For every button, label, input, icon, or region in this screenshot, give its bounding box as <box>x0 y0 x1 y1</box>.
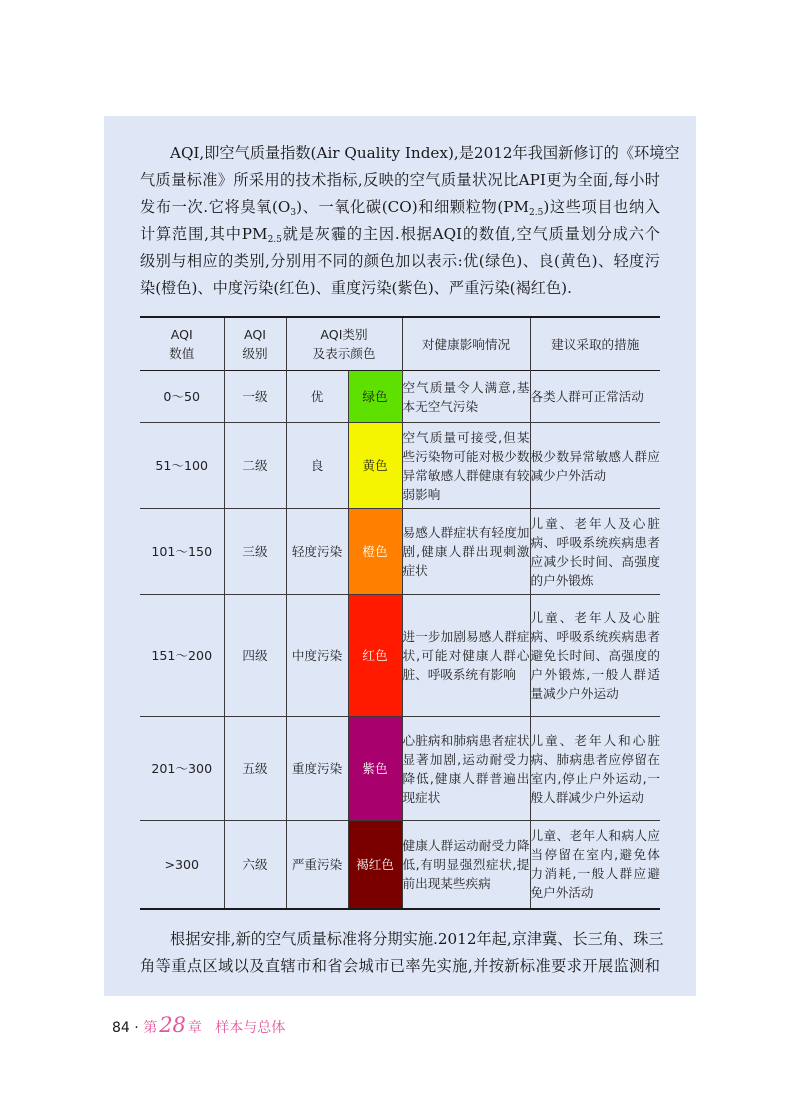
chapter-title: 样本与总体 <box>215 1020 286 1036</box>
health-cell <box>402 423 530 509</box>
advice-text: 儿童、老年人和心脏病、肺病患者应停留在室内,停止户外运动,一般人群减少户外运动 <box>530 732 660 805</box>
advice-text: 各类人群可正常活动 <box>530 389 644 404</box>
header-aqi-value: AQI 数值 <box>140 317 224 371</box>
header-advice: 建议采取的措施 <box>530 317 660 371</box>
aqi-category-cell: 优 <box>286 371 348 423</box>
table-header-row <box>140 317 660 371</box>
advice-text: 儿童、老年人和病人应当停留在室内,避免体力消耗,一般人群应避免户外活动 <box>530 828 660 901</box>
header-aqi-level: AQI 级别 <box>224 317 286 371</box>
page-number: 84 <box>112 1020 130 1036</box>
color-cell: 褐红色 <box>348 821 402 909</box>
health-cell <box>402 509 530 595</box>
advice-cell <box>530 821 660 909</box>
health-text: 空气质量可接受,但某些污染物可能对极少数异常敏感人群健康有较弱影响 <box>402 429 530 502</box>
intro-line: AQI,即空气质量指数(Air Quality Index),是2012年我国新修订的《环境空 <box>170 144 680 162</box>
intro-line: 染(橙色)、中度污染(红色)、重度污染(紫色)、严重污染(褐红色). <box>140 279 572 297</box>
advice-cell <box>530 371 660 423</box>
health-text: 健康人群运动耐受力降低,有明显强烈症状,提前出现某些疾病 <box>402 837 530 891</box>
color-cell: 红色 <box>348 595 402 717</box>
aqi-level-cell: 三级 <box>224 509 286 595</box>
aqi-table <box>140 316 660 910</box>
advice-cell <box>530 595 660 717</box>
header-health: 对健康影响情况 <box>402 317 530 371</box>
table-row <box>140 717 660 821</box>
aqi-level-cell: 六级 <box>224 821 286 909</box>
aqi-level-cell: 五级 <box>224 717 286 821</box>
aqi-level-cell: 二级 <box>224 423 286 509</box>
intro-line: 气质量标准》所采用的技术指标,反映的空气质量状况比API更为全面,每小时 <box>140 171 660 189</box>
advice-cell <box>530 423 660 509</box>
table-row <box>140 509 660 595</box>
advice-text: 儿童、老年人及心脏病、呼吸系统疾病患者避免长时间、高强度的户外锻炼,一般人群适量减少户外运动 <box>530 610 660 701</box>
color-cell: 橙色 <box>348 509 402 595</box>
intro-line: 发布一次.它将臭氧$(O_3)$、一氧化碳(CO)和细颗粒物$(PM_{2.5})$这些项目也纳入 <box>140 198 660 218</box>
aqi-value-cell: 0～50 <box>140 371 224 423</box>
aqi-level-cell: 四级 <box>224 595 286 717</box>
aqi-value-cell: 201～300 <box>140 717 224 821</box>
header-aqi-category: AQI类别 及表示颜色 <box>286 317 402 371</box>
aqi-value-cell: >300 <box>140 821 224 909</box>
aqi-level-cell: 一级 <box>224 371 286 423</box>
aqi-value-cell: 101～150 <box>140 509 224 595</box>
health-text: 空气质量令人满意,基本无空气污染 <box>402 379 530 414</box>
health-text: 易感人群症状有轻度加剧,健康人群出现刺激症状 <box>402 525 530 578</box>
health-cell <box>402 821 530 909</box>
chapter-suffix: 章 <box>187 1020 202 1036</box>
health-text: 心脏病和肺病患者症状显著加剧,运动耐受力降低,健康人群普遍出现症状 <box>402 732 530 805</box>
table-row <box>140 371 660 423</box>
health-cell <box>402 595 530 717</box>
advice-cell <box>530 717 660 821</box>
aqi-category-cell: 中度污染 <box>286 595 348 717</box>
advice-cell <box>530 509 660 595</box>
intro-line: 计算范围,其中$PM_{2.5}$就是灰霾的主因.根据AQI的数值,空气质量划分成六个 <box>140 225 660 245</box>
table-row <box>140 821 660 909</box>
intro-line: 级别与相应的类别,分别用不同的颜色加以表示:优(绿色)、良(黄色)、轻度污 <box>140 252 660 270</box>
aqi-category-cell: 严重污染 <box>286 821 348 909</box>
aqi-category-cell: 轻度污染 <box>286 509 348 595</box>
health-cell <box>402 717 530 821</box>
table-row <box>140 595 660 717</box>
color-cell: 紫色 <box>348 717 402 821</box>
aqi-value-cell: 151～200 <box>140 595 224 717</box>
advice-text: 极少数异常敏感人群应减少户外活动 <box>530 448 660 483</box>
health-text: 进一步加剧易感人群症状,可能对健康人群心脏、呼吸系统有影响 <box>402 629 530 682</box>
health-cell <box>402 371 530 423</box>
closing-line: 根据安排,新的空气质量标准将分期实施.2012年起,京津冀、长三角、珠三 <box>170 930 664 948</box>
closing-line: 角等重点区域以及直辖市和省会城市已率先实施,并按新标准要求开展监测和 <box>140 957 660 975</box>
intro-paragraph <box>140 140 680 302</box>
color-cell: 绿色 <box>348 371 402 423</box>
table-row <box>140 423 660 509</box>
color-cell: 黄色 <box>348 423 402 509</box>
aqi-category-cell: 良 <box>286 423 348 509</box>
page-footer <box>112 1013 285 1037</box>
closing-paragraph <box>140 926 664 980</box>
footer-separator: · <box>134 1020 139 1036</box>
advice-text: 儿童、老年人及心脏病、呼吸系统疾病患者应减少长时间、高强度的户外锻炼 <box>530 515 660 588</box>
aqi-value-cell: 51～100 <box>140 423 224 509</box>
aqi-category-cell: 重度污染 <box>286 717 348 821</box>
chapter-number: 28 <box>159 1013 186 1037</box>
chapter-prefix: 第 <box>143 1020 158 1036</box>
